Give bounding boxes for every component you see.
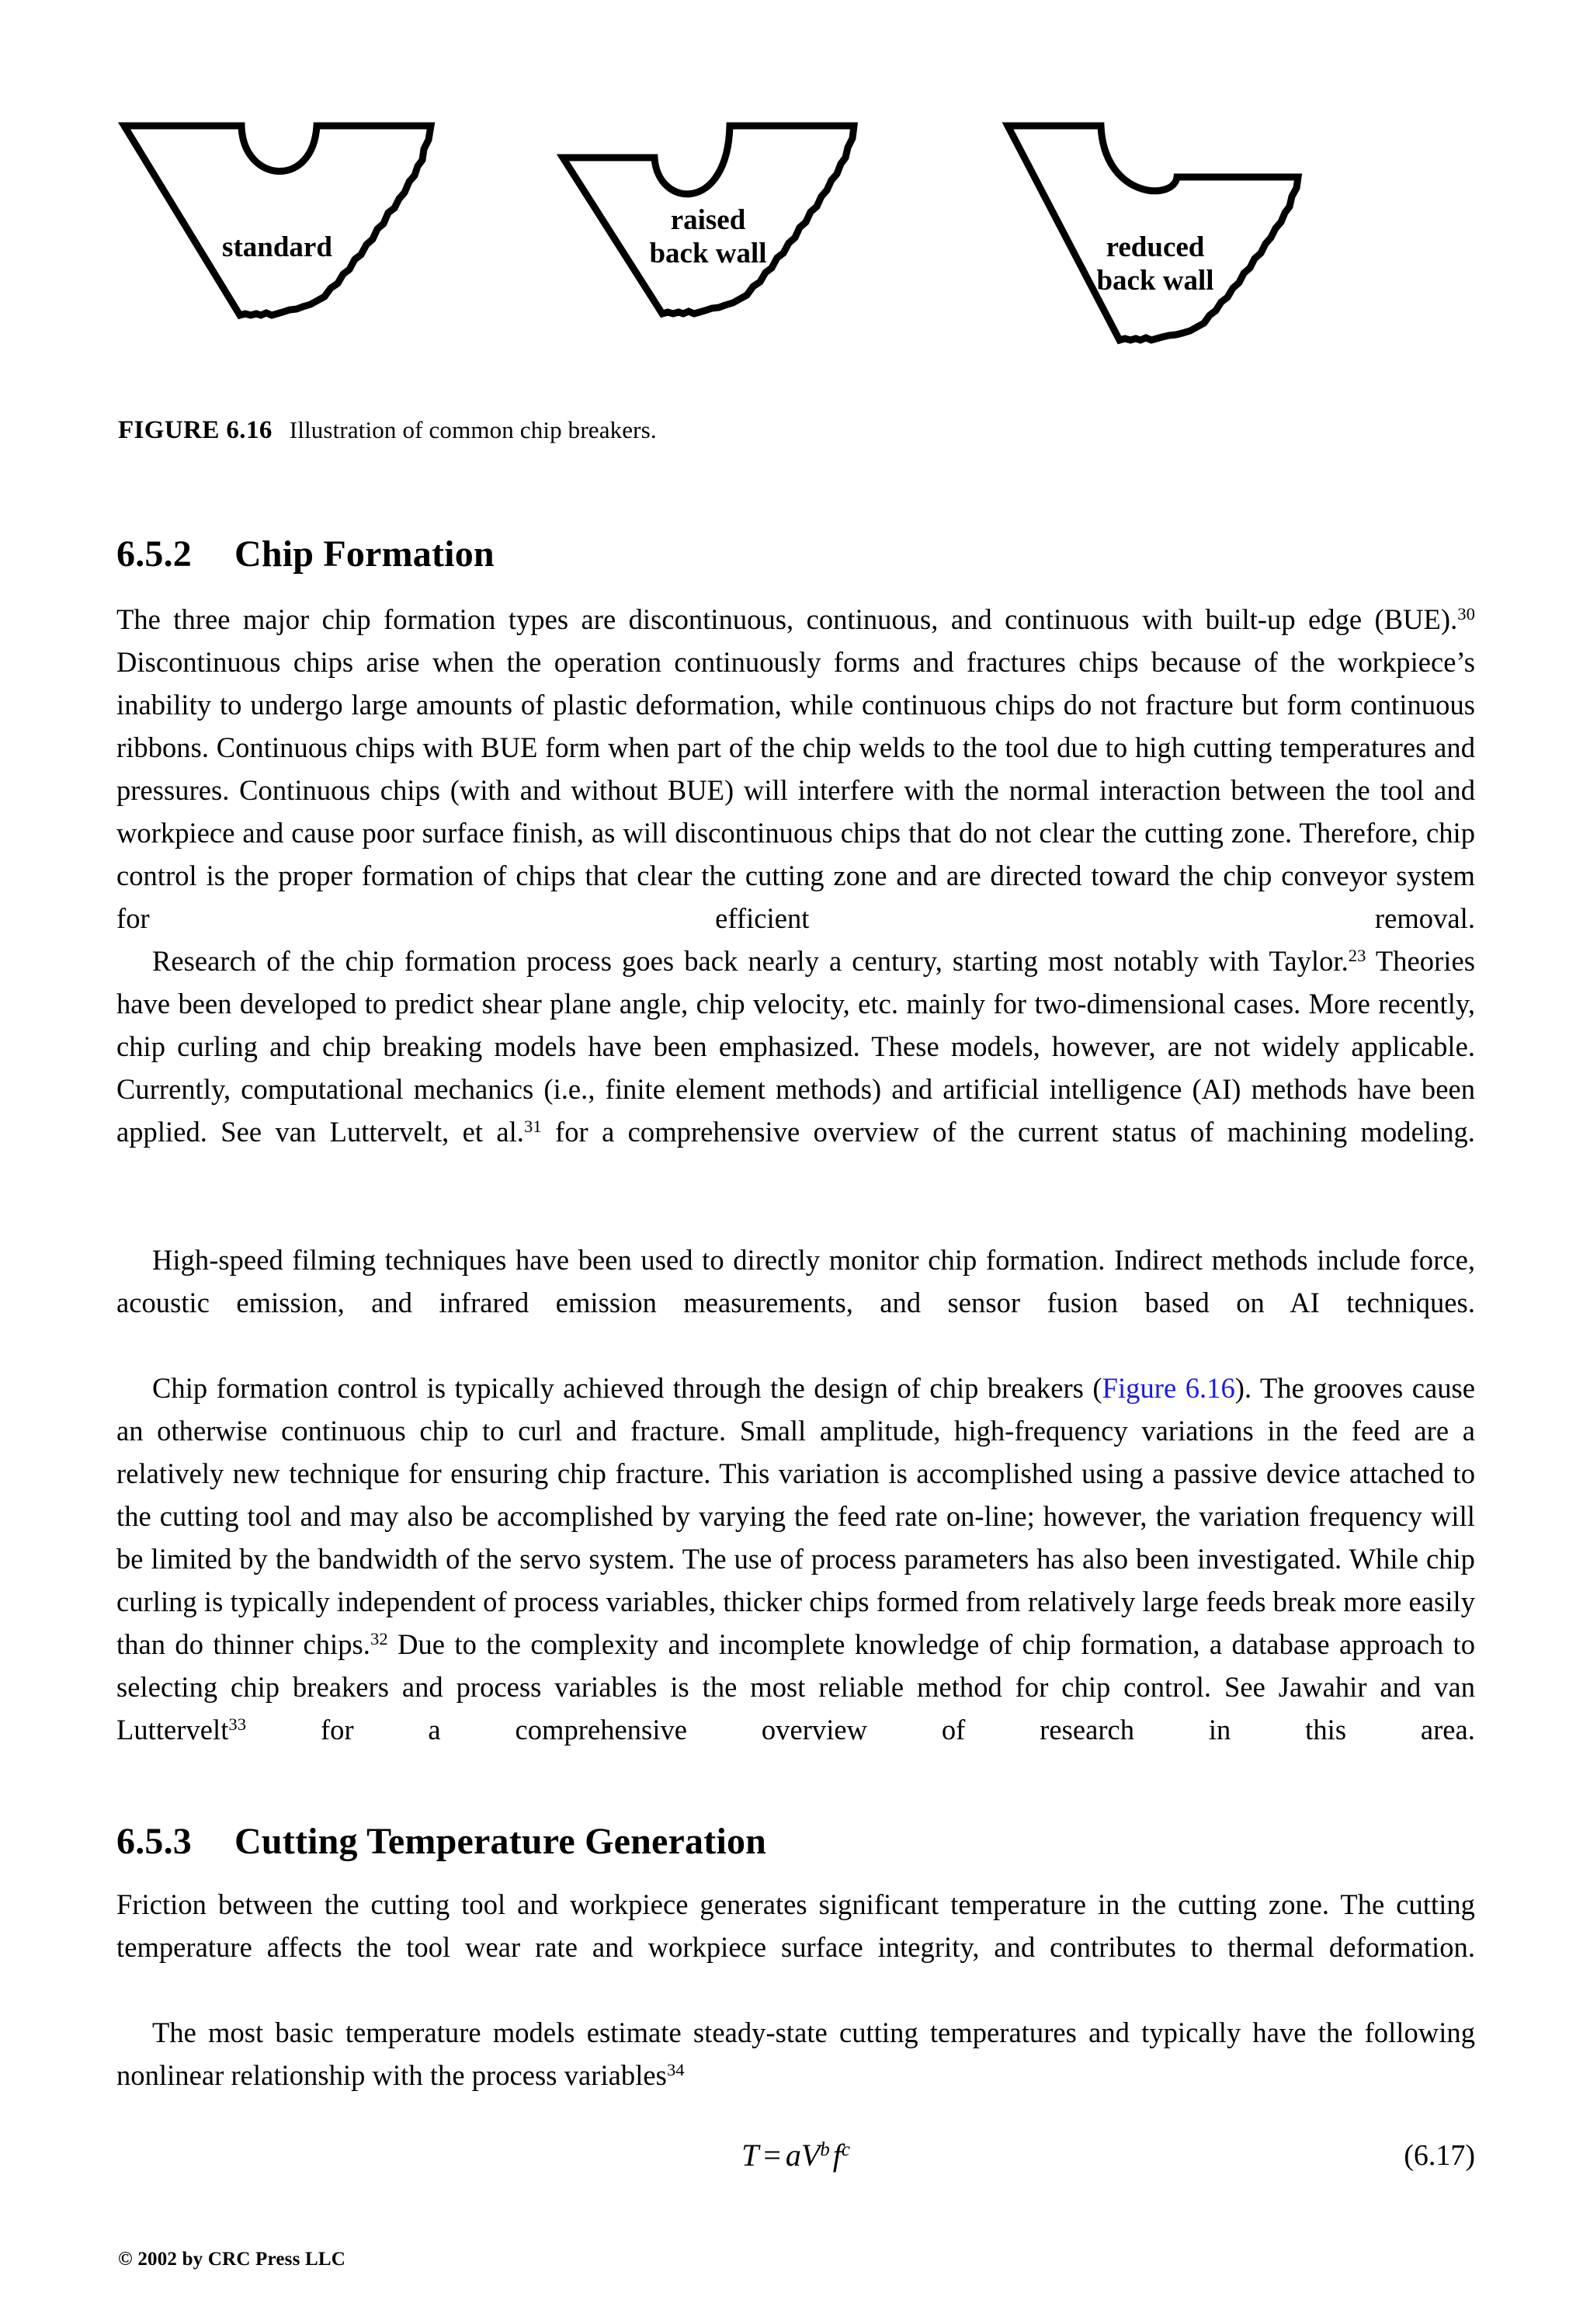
figure-caption-number: FIGURE 6.16 [118,416,273,444]
para-text: Due to the complexity and incomplete knowledge of chip formation, a database approach to selecting chip breakers and process variables is the most reliable method for chip control. See Jawahir and van Luttervelt [116,1628,1475,1746]
paragraph-friction-temperature [116,1883,1475,2011]
para-text: Discontinuous chips arise when the operation continuously forms and fractures chips because of the workpiece’s inability to undergo large amounts of plastic deformation, while continuous chips do not fracture but form continuous ribbons. Continuous chips with BUE form when part of the chip welds to the tool due to high cutting temperatures and pressures. Continuous chips (with and without BUE) will interfere with the normal interaction between the tool and workpiece and cause poor surface finish, as will discontinuous chips that do not clear the cutting zone. Therefore, chip control is the proper formation of chips that clear the cutting zone and are directed toward the chip conveyor system for efficient removal. [116,646,1475,934]
equation-var-velocity: V [800,2138,821,2173]
equation-var-feed: f [832,2138,842,2173]
section-number-6-5-2: 6.5.2 [116,533,192,575]
para-text: Theories have been developed to predict shear plane angle, chip velocity, etc. mainly for two-dimensional cases. More recently, chip curling and chip breaking models have been emphasized. These models, however, are not widely applicable. Currently, computational mechanics (i.e., finite element methods) and artificial intelligence (AI) methods have been applied. See van Luttervelt, et al. [116,945,1475,1148]
para-text: Friction between the cutting tool and workpiece generates significant temperature in the cutting zone. The cutting temperature affects the tool wear rate and workpiece surface integrity, and contributes to thermal deformation. [116,1888,1475,1963]
equation-6-17-row [116,2137,1475,2183]
equation-operator: = [763,2138,781,2173]
footnote-ref-32: 32 [370,1629,388,1649]
chip-breaker-raised-back-wall [563,126,854,314]
standard-breaker-outline [124,126,431,315]
footnote-ref-23: 23 [1348,946,1366,966]
chip-breaker-label-standard: standard [222,231,332,263]
paragraph-chip-formation-research [116,940,1475,1196]
para-text: The most basic temperature models estimate steady-state cutting temperatures and typically have the following nonlinear relationship with the process variables [116,2017,1475,2091]
chip-breaker-label-reduced-line2: back wall [1096,265,1214,297]
paragraph-temperature-models [116,2011,1475,2096]
figure-6-16-crossref-link[interactable]: Figure 6.16 [1102,1372,1235,1404]
footnote-ref-34: 34 [666,2060,685,2080]
para-text: High-speed filming techniques have been used to directly monitor chip formation. Indirect methods include force, acoustic emission, and infrared emission measurements, and sensor fusion based on AI techniques. [116,1244,1475,1318]
equation-6-17-body [116,2137,1475,2173]
equation-exponent-c: c [841,2139,850,2161]
para-text: Research of the chip formation process goes back nearly a century, starting most notably with Taylor. [152,945,1349,977]
chip-breaker-reduced-back-wall [1008,126,1298,340]
equation-lhs: T [741,2138,759,2173]
figure-6-16-illustration [116,109,1474,373]
para-text: for a comprehensive overview of the current status of machining modeling. [541,1116,1475,1148]
para-text: for a comprehensive overview of research in this area. [246,1714,1475,1746]
figure-caption-text: Illustration of common chip breakers. [289,416,657,443]
paragraph-high-speed-filming [116,1238,1475,1367]
page-footer-copyright: © 2002 by CRC Press LLC [118,2249,345,2270]
equation-6-17-number: (6.17) [1404,2139,1475,2172]
para-text: The three major chip formation types are discontinuous, continuous, and continuous with built-up edge (BUE). [116,603,1458,635]
section-title-6-5-3: Cutting Temperature Generation [234,1821,767,1862]
chip-breaker-label-reduced-line1: reduced [1106,231,1205,263]
footnote-ref-33: 33 [228,1714,247,1735]
para-text: ). The grooves cause an otherwise continuous chip to curl and fracture. Small amplitude, high-frequency variations in the feed are a relatively new technique for ensuring chip fracture. This variation is accomplished using a passive device attached to the cutting tool and may also be accomplished by varying the feed rate on-line; however, the variation frequency will be limited by the bandwidth of the servo system. The use of process parameters has also been investigated. While chip curling is typically independent of process variables, thicker chips formed from relatively large feeds break more easily than do thinner chips. [116,1372,1475,1660]
paragraph-chip-formation-control [116,1367,1475,1794]
footnote-ref-30: 30 [1457,604,1475,624]
paragraph-chip-formation-types [116,598,1475,982]
equation-coefficient: a [785,2138,801,2173]
chip-breaker-label-raised-line1: raised [670,204,746,236]
chip-breakers-svg [116,109,1474,373]
section-title-6-5-2: Chip Formation [234,533,495,575]
chip-breaker-standard [124,126,431,315]
footnote-ref-31: 31 [523,1117,542,1137]
para-text: Chip formation control is typically achieved through the design of chip breakers ( [152,1372,1102,1404]
section-number-6-5-3: 6.5.3 [116,1821,192,1862]
figure-caption [118,415,1438,446]
section-heading-6-5-3 [116,1820,1483,1863]
equation-exponent-b: b [820,2139,830,2161]
section-heading-6-5-2 [116,533,1483,575]
chip-breaker-label-raised-line2: back wall [649,238,767,269]
